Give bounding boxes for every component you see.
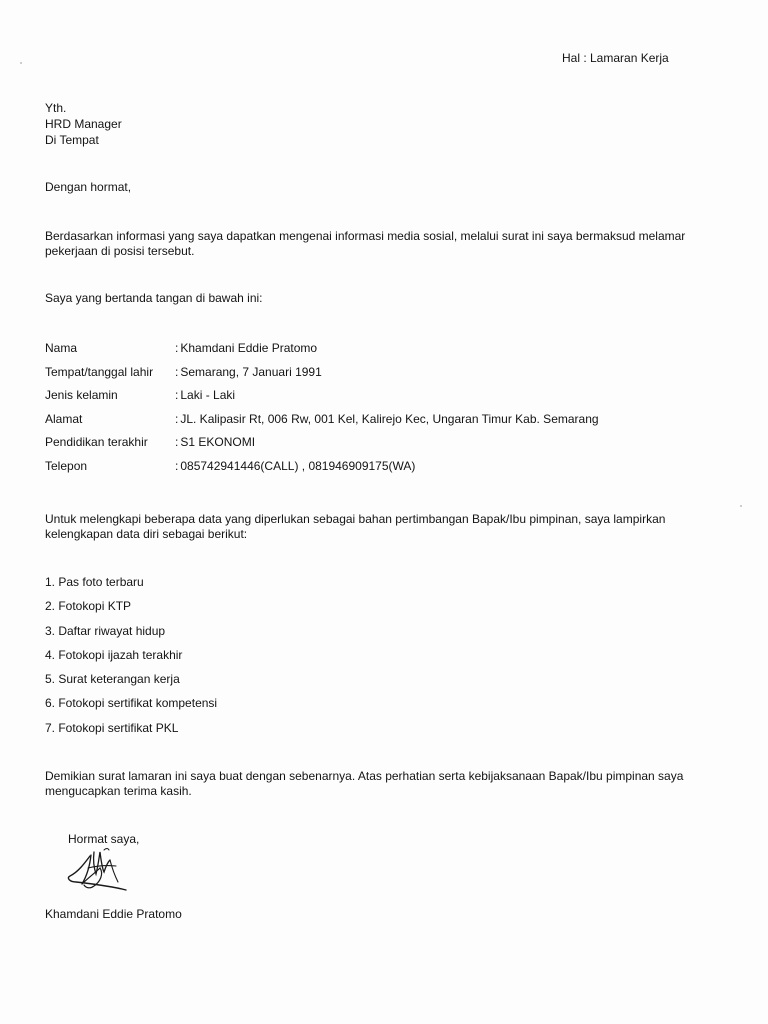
identity-label: Telepon (45, 458, 88, 473)
identity-value-text: JL. Kalipasir Rt, 006 Rw, 001 Kel, Kalirejo Kec, Ungaran Timur Kab. Semarang (180, 411, 599, 426)
scan-speck (20, 62, 22, 64)
identity-value (175, 388, 235, 403)
signer-name: Khamdani Eddie Pratomo (45, 907, 182, 921)
recipient-line: Di Tempat (45, 133, 99, 147)
identity-colon: : (175, 388, 179, 402)
identity-value-text: S1 EKONOMI (180, 435, 256, 449)
recipient-line: HRD Manager (45, 117, 122, 131)
identity-colon: : (175, 458, 179, 473)
identity-value (175, 365, 322, 380)
identity-value (175, 459, 415, 474)
identity-value (175, 341, 317, 356)
closing-salutation: Hormat saya, (68, 832, 140, 846)
letter-subject: Hal : Lamaran Kerja (562, 51, 669, 65)
list-item: 6. Fotokopi sertifikat kompetensi (45, 696, 218, 711)
list-item: 1. Pas foto terbaru (45, 575, 144, 589)
intro-line: Saya yang bertanda tangan di bawah ini: (45, 291, 263, 305)
identity-label: Jenis kelamin (45, 388, 118, 402)
identity-label: Pendidikan terakhir (45, 435, 148, 449)
identity-value-text: Khamdani Eddie Pratomo (180, 341, 318, 355)
identity-colon: : (175, 364, 179, 379)
identity-value (175, 435, 255, 450)
identity-label: Tempat/tanggal lahir (45, 364, 154, 379)
list-item: 2. Fotokopi KTP (45, 599, 132, 614)
identity-colon: : (175, 435, 179, 449)
identity-colon: : (175, 341, 179, 355)
identity-colon: : (175, 411, 179, 426)
greeting: Dengan hormat, (45, 180, 132, 194)
list-item: 4. Fotokopi ijazah terakhir (45, 647, 183, 662)
list-item: 5. Surat keterangan kerja (45, 672, 180, 687)
identity-value-text: Laki - Laki (180, 388, 236, 402)
closing-paragraph: Demikian surat lamaran ini saya buat dengan sebenarnya. Atas perhatian serta kebijaksanaan Bapak/Ibu pimpinan saya mengucapkan terima kasih. (45, 769, 684, 798)
scan-speck (740, 505, 742, 507)
identity-label: Alamat (45, 411, 83, 426)
attachments-paragraph: Untuk melengkapi beberapa data yang diperlukan sebagai bahan pertimbangan Bapak/Ibu pimpinan, saya lampirkan kelengkapan data diri sebagai berikut: (45, 512, 666, 541)
identity-value-text: Semarang, 7 Januari 1991 (180, 364, 322, 379)
identity-value-text: 085742941446(CALL) , 081946909175(WA) (180, 458, 416, 473)
opening-paragraph: Berdasarkan informasi yang saya dapatkan mengenai informasi media sosial, melalui surat ini saya bermaksud melamar pekerjaan di posisi tersebut. (45, 229, 686, 258)
identity-label: Nama (45, 341, 78, 355)
recipient-line: Yth. (45, 101, 67, 115)
identity-value (175, 412, 599, 427)
attachments-list (45, 575, 217, 745)
list-item: 7. Fotokopi sertifikat PKL (45, 720, 179, 735)
handwritten-signature (60, 838, 150, 898)
recipient-block (45, 101, 122, 149)
list-item: 3. Daftar riwayat hidup (45, 623, 166, 638)
